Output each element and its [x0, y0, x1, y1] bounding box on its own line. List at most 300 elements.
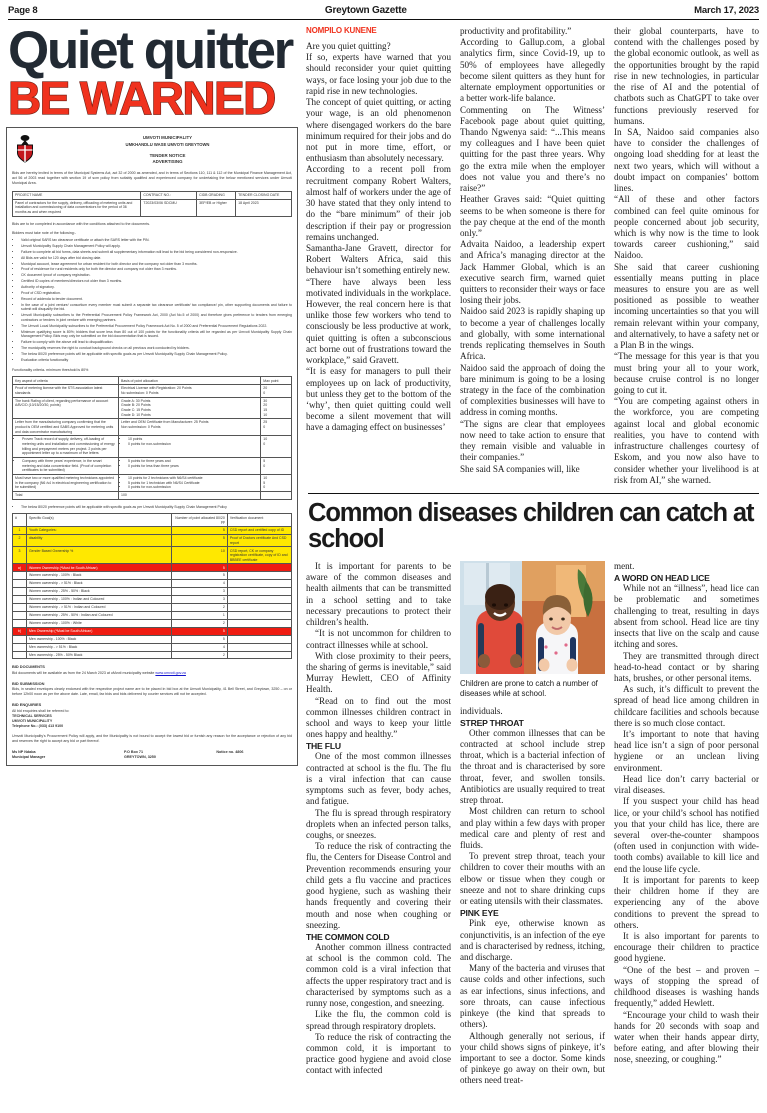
- max-point-line: 10: [263, 437, 268, 442]
- requirement-item: • All Bids are valid for 120 days after bid closing date.: [21, 256, 292, 261]
- basis-line: No submission: 0 Points: [121, 390, 159, 395]
- story2-pinkeye-body: [460, 918, 605, 1086]
- requirement-item: • Evaluation criteria functionality: [21, 358, 292, 363]
- criteria-aspect-cell: Proof of metering license with the STS association latest standards: [13, 385, 119, 397]
- pref-goal-cell: Women ownership - 100% : Black: [26, 572, 171, 580]
- table-total-row: [13, 491, 292, 499]
- criteria-aspect-cell: The bank Rating of client, regarding performance of account A/B/C/D (10/15/20/30, points): [13, 397, 119, 419]
- pref-verification-cell: [227, 643, 291, 651]
- pref-goal-cell: Men ownership - > 51% : Black: [26, 643, 171, 651]
- paragraph: “It is easy for managers to pull their employees up on lack of productivity, but unless they get to the bottom of the ‘why’, then quiet quitting could well become a silent movement that will have a damaging effect on businesses’: [306, 366, 451, 433]
- notice-municipality: UMVOTI MUNICIPALITY: [142, 134, 193, 140]
- td-cidb-grading: 3EP/EB or Higher: [197, 199, 236, 216]
- max-point-line: 0: [263, 442, 266, 447]
- paragraph: “The message for this year is that you must bring your all to your work, because cruise control is no longer going to cut it.: [614, 351, 759, 395]
- pref-verification-cell: CSD report, CK or company registration certificate, copy of ID and BBBEE certificate: [227, 547, 291, 564]
- table-row: [13, 397, 292, 419]
- pref-goal-cell: Men ownership - 25% - 50% Black: [26, 651, 171, 659]
- requirement-item: • Failure to complete all bid forms, data sheets and submit all supplementary information will lead to the bid being considered non-responsive.: [21, 250, 292, 255]
- pref-goal-cell: Youth Categories:: [26, 526, 171, 534]
- basis-bullet: • 0 points for less than three years: [128, 464, 258, 469]
- pref-goal-cell: Women Ownership (*Must be South African): [26, 564, 171, 572]
- headline-line2: BE WARNED: [8, 71, 275, 124]
- paragraph: “Encourage your child to wash their hands for 20 seconds with soap and water when their hands appear dirty, before eating, and after blowing their nose, sneezing, or coughing.”: [614, 1009, 759, 1065]
- signoff-officer: [12, 750, 124, 760]
- notice-signoff: [12, 750, 292, 760]
- story1-col2-lead: productivity and profitability.”: [460, 26, 572, 36]
- paragraph: “There have always been less motivated individuals in the workplace. However, the real concern here is that unlike those few workers who tend to consciously be less productive at work, quiet quitting is often a subconscious act borne out of frustrations toward the workplace,” said Gravett.: [306, 276, 451, 366]
- pref-index-cell: [13, 635, 27, 643]
- pref-points-cell: 5: [172, 564, 228, 572]
- criteria-basis-cell: [119, 385, 261, 397]
- table-row: [13, 526, 292, 534]
- pref-index-cell: 3: [13, 547, 27, 564]
- max-point-line: 20: [263, 386, 268, 391]
- criteria-aspect-cell: [13, 457, 119, 474]
- article-photo: [460, 561, 605, 674]
- table-row: [13, 547, 292, 564]
- paragraph: According to a recent poll from recruitment company Robert Walters, almost half of workers under the age of 30 have stated that they only intend to do the “bare minimum” of their job description if their pay or progression remains unchanged.: [306, 164, 451, 242]
- basis-line: Electrical License with Registration: 20 Points: [121, 386, 192, 391]
- basis-line: Letter and OEM Certificate from Manufacturer: 25 Points: [121, 420, 209, 425]
- paragraph: Pink eye, otherwise known as conjunctivitis, is an infection of the eye and is characterised by redness, itching, and discharge.: [460, 918, 605, 962]
- pref-points-cell: 10: [172, 547, 228, 564]
- criteria-aspect-cell: Letter from the manufacturing company confirming that the product is OEM certified and SABS Approved for metering units and data concentrator manufacturing: [13, 419, 119, 436]
- basis-line: Grade A: 30 Points: [121, 398, 151, 403]
- procurement-policy-text: Umvoti Municipality’s Procurement Policy will apply, and the Municipality is not bound to accept the lowest bid or furnish any reason for the acceptance or rejection of any bid and reserves the right to accept any bid or part thereof.: [12, 734, 292, 744]
- pref-points-cell: 3: [172, 588, 228, 596]
- page-grid: [6, 21, 761, 1087]
- pref-index-cell: [13, 611, 27, 619]
- pref-goal-cell: Gender Based Ownership %: [26, 547, 171, 564]
- requirement-item: • Valid original SARS tax clearance certificate or attach the SARS letter with the PIN.: [21, 238, 292, 243]
- pref-verification-cell: [227, 588, 291, 596]
- pref-points-cell: 5: [172, 526, 228, 534]
- pref-index-cell: a): [13, 564, 27, 572]
- story2-col3-lead: ment.: [614, 560, 635, 571]
- criteria-basis-cell: [119, 436, 261, 458]
- paragraph: Naidoo said 2023 is rapidly shaping up to become a year of challenges locally and globally, with some international trends replicating themselves in South Africa.: [460, 306, 605, 362]
- paragraph: While not an “illness”, head lice can be problematic and sometimes challenging to treat, resulting in days absent from school. Head lice are tiny insects that live on the scalp and cause itching and sores.: [614, 583, 759, 650]
- story-common-diseases: [306, 561, 761, 1087]
- max-point-line: 20: [263, 403, 268, 408]
- paragraph: Naidoo said the approach of doing the bare minimum is going to be a losing strategy in the face of the combination of complexities businesses will have to address in coming months.: [460, 362, 605, 418]
- paragraph: Samantha-Jane Gravett, director for Robert Walters Africa, said this behaviour isn’t something entirely new.: [306, 242, 451, 276]
- table-row: [13, 385, 292, 397]
- paragraph: The concept of quiet quitting, or acting your wage, is an old phenomenon where disengaged workers do the bare minimum required for their jobs and do not put in more time, effort, or enthusiasm than absolutely necessary.: [306, 97, 451, 164]
- paragraph: Most children can return to school and play within a few days with proper medical care and plenty of rest and fluids.: [460, 806, 605, 850]
- pref-index-cell: [13, 651, 27, 659]
- table-row: [13, 643, 292, 651]
- table-row: [13, 596, 292, 604]
- headline-line1: Quiet quitter: [8, 21, 292, 80]
- criteria-max-points-cell: [261, 385, 292, 397]
- pref-verification-cell: [227, 580, 291, 588]
- paragraph: She said that career cushioning essentially means putting in place measures to ensure you are as well positioned as possible to weather incoming uncertainties so that you will remain relevant within your company, and alternatively, to have a safety net or a Plan B in the wings.: [614, 261, 759, 351]
- requirement-item: • Certified ID copies of members/directors not older than 3 months.: [21, 279, 292, 284]
- total-max: [261, 491, 292, 499]
- paragraph: Like the flu, the common cold is spread through respiratory droplets.: [306, 1009, 451, 1031]
- max-point-line: 5: [263, 480, 266, 485]
- completion-note: Bids are to be completed in accordance with the conditions attached to the documents.: [12, 221, 151, 226]
- municipality-website-link[interactable]: www.umvoti.gov.za: [155, 670, 186, 675]
- basis-bullet: • 0 points for non-submission: [128, 485, 258, 490]
- requirement-item: • Proof of CSD registration.: [21, 291, 292, 296]
- masthead-divider: [8, 19, 759, 20]
- notice-header: [12, 132, 292, 166]
- max-point-line: 25: [263, 420, 268, 425]
- pref-goal-cell: Women ownership - 25% - 50% : Indian and Coloured: [26, 611, 171, 619]
- criteria-max-points-cell: [261, 457, 292, 474]
- paragraph: Many of the bacteria and viruses that cause colds and other infections, such as ear infections, sinus infections, and sore throats, can cause infectious pinkeye (the kind that spreads to others).: [460, 963, 605, 1030]
- story-divider: [308, 493, 759, 494]
- right-section: [306, 26, 761, 1087]
- basis-line: Non submission: 0 Points: [121, 425, 161, 429]
- pref-index-cell: 2: [13, 534, 27, 546]
- story2-flu-body: [306, 751, 451, 931]
- max-point-line: 0: [263, 390, 266, 395]
- subhead-head-lice: A WORD ON HEAD LICE: [614, 573, 710, 584]
- notice-intro: Bids are hereby invited in terms of the Municipal Systems Act, act 32 of 2000 as amended, and in terms of Sections 110, 111 & 112 of the Municipal Finance Management Act, act 56 of 2003 read together with section 19 of scm policy from suitably qualified and experienced company for undertaking the below mentioned services under Umvoti Municipal Area.: [12, 171, 292, 186]
- aspect-bullet: • Proven Track record of supply, delivery, off-loading of metering units and installation and commissioning of energy billing and prepayment meters per project. 2 points per appointment letter up to a maximum of five letters: [22, 437, 116, 455]
- paragraph: If you suspect your child has head lice, or your child’s school has notified you that your child has lice, there are several over-the-counter shampoos (often used in conjunction with wide-tooth combs) available to kill lice and end the louse life cycle.: [614, 796, 759, 874]
- max-point-line: 5: [263, 459, 266, 464]
- story2-lice-body: [614, 583, 759, 1065]
- preference-points-table: [12, 513, 292, 659]
- basis-bullet: • 10 points for 2 technicians with N6/S4 certificate: [128, 476, 258, 481]
- bid-enquiries-section: [12, 702, 292, 729]
- pref-index-cell: [13, 603, 27, 611]
- paragraph: “All of these and other factors combined can feel quite ominous for people concerned about job security, which is why now is the time to look towards career cushioning,” said Naidoo.: [614, 194, 759, 261]
- pref-verification-cell: [227, 619, 291, 627]
- table-row: [13, 619, 292, 627]
- pref-index-cell: [13, 580, 27, 588]
- table-row: [13, 534, 292, 546]
- requirement-item: • CK document /proof of company registration.: [21, 273, 292, 278]
- requirement-item: • Authority of signatory.: [21, 285, 292, 290]
- project-table: [12, 191, 292, 217]
- story2-headline: Common diseases children can catch at school: [308, 498, 754, 553]
- table-row: [13, 419, 292, 436]
- requirement-item: • Umvoti Municipality subscribes to the Preferential Procurement Policy Framework Act, 2000 (Act No.5 of 2000) and therefore gives preference to tenders from emerging contractors or tenders in joint venture with emerging partners.: [21, 313, 292, 322]
- notice-title: [43, 132, 292, 166]
- story2-column-2: [460, 561, 605, 1087]
- story2-column-1: [306, 561, 451, 1087]
- story2-col1-body: [306, 561, 451, 741]
- table-row: [13, 588, 292, 596]
- signoff-name: Ms NP Ndaba: [12, 750, 36, 755]
- paragraph: As such, it’s difficult to prevent the spread of head lice among children in childcare facilities and schools because there is so much close contact.: [614, 684, 759, 728]
- publication-date: March 17, 2023: [694, 5, 759, 16]
- table-row: [13, 635, 292, 643]
- pref-header-cell: Number of point allocated 80/20 pp: [172, 514, 228, 526]
- publication-title: Greytown Gazette: [324, 5, 407, 16]
- table-header-row: [13, 377, 292, 385]
- paragraph: Heather Graves said: “Quiet quitting seems to be when someone is there for the pay cheque at the end of the month only.”: [460, 194, 605, 238]
- paragraph: It is also important for parents to encourage their children to practice good hygiene.: [614, 930, 759, 964]
- pref-points-cell: 3: [172, 596, 228, 604]
- max-point-line: 30: [263, 398, 268, 403]
- table-row: [13, 457, 292, 474]
- basis-line: Grade D: 10 Points: [121, 412, 151, 417]
- procurement-policy-section: [12, 734, 292, 744]
- tender-notice-advert: [6, 127, 298, 766]
- bid-submission-section: [12, 681, 292, 698]
- pref-points-cell: 1: [172, 611, 228, 619]
- th-project-name: PROJECT NAME: [13, 191, 141, 199]
- th-cidb-grading: CIDB GRADING: [197, 191, 236, 199]
- paragraph: She said SA companies will, like: [460, 463, 580, 474]
- criteria-max-points-cell: [261, 419, 292, 436]
- pref-goal-cell: disability: [26, 534, 171, 546]
- pref-goal-cell: Women ownership - 100% : Indian and Coloured: [26, 596, 171, 604]
- paragraph: They are transmitted through direct head-to-head contact or by sharing hats, brushes, or other personal items.: [614, 650, 759, 683]
- functionality-note: Functionality criteria- minimum threshold is 80%: [12, 367, 89, 372]
- criteria-basis-cell: [119, 397, 261, 419]
- preference-points-note: • The below 80/20 preference points will be applicable with specific goals as per Umvoti Municipality Supply Chain Management Policy: [21, 505, 292, 510]
- criteria-basis-cell: [119, 457, 261, 474]
- max-point-line: 10: [263, 412, 268, 417]
- criteria-max-points-cell: [261, 474, 292, 491]
- total-value: 100: [119, 491, 261, 499]
- table-header-row: [13, 514, 292, 526]
- pref-points-cell: 2: [172, 603, 228, 611]
- signoff-notice-number: [216, 750, 292, 760]
- pref-verification-cell: [227, 627, 291, 635]
- pref-index-cell: [13, 588, 27, 596]
- requirement-item: • Umvoti Municipality Supply Chain Management Policy will apply.: [21, 244, 292, 249]
- paragraph: Advaita Naidoo, a leadership expert and Africa’s managing director at the Jack Hammer Global, which is an executive search firm, warned quiet quitters to reconsider their ways or face losing their jobs.: [460, 239, 605, 306]
- table-header-row: [13, 191, 292, 199]
- story-quiet-quitter: [306, 26, 761, 486]
- pref-goal-cell: Women ownership - > 51% : Black: [26, 580, 171, 588]
- requirement-item: • In the case of a joint venture/ consortium every member must submit a separate tax clearance certificate/ tax compliance/ pin, other supporting documents and failure to submit will disqualify the bid.: [21, 303, 292, 312]
- table-row: [13, 564, 292, 572]
- preference-points-note-list: [12, 505, 292, 510]
- paragraph: “It is not uncommon for children to contract illnesses while at school.: [306, 628, 451, 650]
- requirement-item: • Minimum qualifying score is 80%; bidders that score less than 80 out of 100 points for the functionality criteria will be regarded as per Umvoti Municipality Supply Chain Management Policy. Bids may only be submitted on the bid documentation that is issued.: [21, 330, 292, 339]
- photo-caption: Children are prone to catch a number of diseases while at school.: [460, 678, 598, 698]
- story2-col2-lead: individuals.: [460, 705, 503, 716]
- pref-goal-cell: Women ownership - 100% : White: [26, 619, 171, 627]
- table-row: [13, 627, 292, 635]
- bid-enquiries-dept: TECHNICAL SERVICES: [12, 713, 52, 718]
- pref-verification-cell: [227, 603, 291, 611]
- requirement-item: • The municipality reserves the right to conduct background checks on all previous work conducted by bidders.: [21, 346, 292, 351]
- paragraph: Are you quiet quitting?: [306, 41, 391, 51]
- paragraph: It’s important to note that having head lice isn’t a sign of poor personal hygiene or an unclean living environment.: [614, 729, 759, 773]
- requirement-item: • Municipal account, lease agreement for urban resident for both director and the company not older than 3 months.: [21, 262, 292, 267]
- criteria-aspect-cell: [13, 436, 119, 458]
- pref-index-cell: [13, 596, 27, 604]
- td-project-name: Panel of contractors for the supply, delivery, offloading of metering units and installation and commissioning of data concentrators for the period of 36 months as and when required: [13, 199, 141, 216]
- max-point-line: 0: [263, 485, 266, 490]
- basis-bullet: • 5 points for three years and: [128, 459, 258, 464]
- paragraph: To prevent strep throat, teach your children to cover their mouths with an elbow or tissue when they cough or sneeze and not to share drinking cups or eating utensils with their classmates.: [460, 851, 605, 907]
- pref-index-cell: 1: [13, 526, 27, 534]
- th-contract-no: CONTRACT NO.:: [141, 191, 197, 199]
- td-contract-no: T2023/03/06 SDCMU: [141, 199, 197, 216]
- story1-column-2: [460, 26, 605, 486]
- table-row: [13, 474, 292, 491]
- pref-goal-cell: Women ownership - 25% - 50% : Black: [26, 588, 171, 596]
- bid-documents-section: [12, 664, 292, 676]
- pref-goal-cell: Men Ownership (*Must be South African): [26, 627, 171, 635]
- func-header-cell: Max point: [261, 377, 292, 385]
- bid-submission-heading: BID SUBMISSION: [12, 680, 45, 686]
- paragraph: To reduce the risk of contracting the flu, the Centers for Disease Control and Prevention recommends ensuring your child gets a flu vaccine and practices good hygiene, such as washing their hands frequently and covering their mouth and nose when coughing or sneezing.: [306, 841, 451, 930]
- td-closing-date: 18 April 2023: [236, 199, 292, 216]
- paragraph: “You are competing against others in the workforce, you are competing against local and global economic realities, you have to contend with infrastructure challenges courtesy of Eskom, and you now also have to consider whether your livelihood is at risk from AI,” she warned.: [614, 396, 759, 485]
- pref-points-cell: 2: [172, 651, 228, 659]
- bid-documents-heading: BID DOCUMENTS: [12, 664, 45, 670]
- subhead-common-cold: THE COMMON COLD: [306, 931, 390, 942]
- subhead-the-flu: THE FLU: [306, 741, 341, 752]
- criteria-max-points-cell: [261, 436, 292, 458]
- masthead: [6, 0, 761, 19]
- basis-bullet: • 0 points for non-submission: [128, 442, 258, 447]
- pref-points-cell: 2: [172, 619, 228, 627]
- pref-points-cell: 5: [172, 635, 228, 643]
- pref-index-cell: [13, 572, 27, 580]
- table-row: [13, 603, 292, 611]
- table-row: [13, 572, 292, 580]
- pref-verification-cell: [227, 651, 291, 659]
- paragraph: Another common illness contracted at school is the common cold. The common cold is a viral infection that affects the upper respiratory tract and is characterised by symptoms such as a runny nose, congestion, and sneezing.: [306, 941, 451, 1009]
- max-point-line: 10: [263, 476, 268, 481]
- bid-enquiries-muni: UMVOTI MUNICIPALITY: [12, 718, 53, 723]
- pref-header-cell: #: [13, 514, 27, 526]
- subhead-strep-throat: STREP THROAT: [460, 717, 524, 728]
- signoff-town: GREYTOWN, 3250: [124, 754, 156, 759]
- story1-col2-body: [460, 37, 605, 475]
- pref-points-cell: 4: [172, 580, 228, 588]
- paragraph: Although generally not serious, if your child shows signs of pinkeye, it’s important to see a doctor. Some kinds of pinkeye go away on their own, but others need treat-: [460, 1030, 605, 1086]
- table-row: [13, 651, 292, 659]
- pref-verification-cell: [227, 611, 291, 619]
- pref-verification-cell: Proof of Doctors certificate And CSD report: [227, 534, 291, 546]
- total-label: Total: [13, 491, 119, 499]
- bid-enquiries-text: All bid enquiries shall be referred to:: [12, 708, 70, 713]
- subhead-pink-eye: PINK EYE: [460, 908, 499, 919]
- functionality-criteria-table: [12, 376, 292, 499]
- pref-index-cell: b): [13, 627, 27, 635]
- pref-points-cell: 5: [172, 627, 228, 635]
- paragraph: It is important for parents to keep their children home if they are experiencing any of the above conditions to prevent the spread to others.: [614, 874, 759, 930]
- th-closing-date: TENDER CLOSING DATE: [236, 191, 292, 199]
- signoff-address: [124, 750, 216, 760]
- headline-block: [6, 21, 298, 124]
- paragraph: “Read on to find out the most common illnesses children contract in school and ways to keep your little ones happy and healthy.”: [306, 695, 451, 740]
- pref-points-cell: 4: [172, 643, 228, 651]
- pref-header-cell: Specific Goal(s): [26, 514, 171, 526]
- story2-column-3: [614, 561, 759, 1087]
- criteria-basis-cell: [119, 474, 261, 491]
- story1-col1-body: [306, 41, 451, 434]
- paragraph: Head lice don’t carry bacterial or viral diseases.: [614, 773, 759, 796]
- bid-documents-text: Bid documents will be available as from the 24 March 2023 at uMvoti municipality website: [12, 670, 156, 675]
- pref-verification-cell: [227, 596, 291, 604]
- pref-verification-cell: [227, 635, 291, 643]
- pref-points-cell: 5: [172, 534, 228, 546]
- paragraph: In SA, Naidoo said companies also have to consider the challenges of ongoing load shedding for at least the next two years, which will without a doubt impact on companies’ bottom lines.: [614, 126, 759, 194]
- pref-header-cell: Verification document: [227, 514, 291, 526]
- basis-bullet: • 10 points: [128, 437, 258, 442]
- signoff-box: P.O Box 71: [124, 750, 143, 755]
- pref-goal-cell: Men ownership - 100% : Black: [26, 635, 171, 643]
- bidders-note: Bidders must take note of the following:-: [12, 231, 76, 236]
- bid-submission-text: Bids, in sealed envelopes clearly endorsed with the respective project name are to be placed in bid box at the Umvoti Municipality, 41 Bell Street, and Greytown, 3250 – on or before 12h00 noon as per the above date. Late, email, fax bids and bids delivered by courier services will not be accepted.: [12, 687, 292, 697]
- story1-column-3: [614, 26, 759, 486]
- left-column: [6, 21, 298, 1087]
- story2-strep-body: [460, 728, 605, 908]
- paragraph: With close proximity to their peers, the sharing of germs is inevitable,” said Murray Hewlett, CEO of Affinity Health.: [306, 650, 451, 695]
- pref-verification-cell: CSD report and certified copy of ID: [227, 526, 291, 534]
- pref-points-cell: 5: [172, 572, 228, 580]
- notice-number: Notice no. 4806: [216, 750, 244, 755]
- basis-line: Grade B: 20 Points: [121, 403, 151, 408]
- paragraph: One of the most common illnesses contracted at school is the flu. The flu is a viral infection that can cause symptoms such as fever, body aches, and fatigue.: [306, 751, 451, 807]
- paragraph: their global counterparts, have to contend with the challenges posed by the global economic outlook, as well as the opportunities brought by the rapid rise in new technologies, in particular the rise of AI and the potential of chatbots such as ChatGPT to take over functions previously reserved for humans.: [614, 26, 759, 126]
- pref-index-cell: [13, 643, 27, 651]
- byline: NOMPILO KUNENE: [306, 26, 377, 35]
- requirement-item: • Record of addenda to tender document.: [21, 297, 292, 302]
- municipal-crest-icon: [12, 132, 38, 164]
- page-number: Page 8: [8, 5, 38, 16]
- bidder-requirements-list: [12, 238, 292, 363]
- story2-cold-body: [306, 942, 451, 1077]
- pref-index-cell: [13, 619, 27, 627]
- aspect-bullet: • Company with three years' experience, in the smart metering and data concentrator field. (Proof of completion certificates to be submitted): [22, 459, 116, 473]
- story1-column-1: [306, 26, 451, 486]
- max-point-line: 0: [263, 463, 266, 468]
- notice-heading-line1: TENDER NOTICE: [149, 152, 186, 158]
- pref-verification-cell: [227, 564, 291, 572]
- func-header-cell: Basis of point allocation: [119, 377, 261, 385]
- basis-bullet: • 5 points for 1 technician with N6/S4 Certificate: [128, 481, 258, 486]
- bid-enquiries-heading: BID ENQUIRIES: [12, 702, 42, 708]
- table-row: [13, 611, 292, 619]
- table-row: [13, 580, 292, 588]
- basis-line: Grade C: 15 Points: [121, 407, 151, 412]
- requirement-item: • Failure to comply with the above will lead to disqualification.: [21, 340, 292, 345]
- requirement-item: • The below 80/20 preference points will be applicable with specific goals as per Umvoti Municipality Supply Chain Management Policy.: [21, 352, 292, 357]
- paragraph: To reduce the risk of contracting the common cold, it is important to practice good hygiene and avoid close contact with infected: [306, 1031, 451, 1076]
- func-header-cell: Key aspect of criteria: [13, 377, 119, 385]
- paragraph: It is important for parents to be aware of the common diseases and health ailments that can be transmitted in a school setting and to take necessary precautions to protect their children’s health.: [306, 560, 451, 628]
- bid-enquiries-tel: Telephone No.: (033) 413 9100: [12, 724, 64, 729]
- criteria-max-points-cell: [261, 397, 292, 419]
- max-point-line: 15: [263, 407, 268, 412]
- paragraph: According to Gallup.com, a global analytics firm, since Covid-19, up to 50% of employees have allegedly become silent quitters as they hunt for alternate employment opportunities or a better work-life balance.: [460, 37, 605, 104]
- pref-goal-cell: Women ownership - > 51% : Indian and Coloured: [26, 603, 171, 611]
- requirement-item: • The Umvoti Local Municipality subscribes to the Preferential Procurement Policy Framework Act No. 5 of 2000 and Preferential Procurement Regulations 2022.: [21, 324, 292, 329]
- notice-heading-line2: ADVERTISING: [152, 159, 183, 165]
- table-row: [13, 436, 292, 458]
- signoff-role: Municipal Manager: [12, 754, 46, 759]
- paragraph: Other common illnesses that can be contracted at school include strep throat, which is a bacterial infection of the throat and is characterised by sore throat, fever, and swollen tonsils. Antibiotics are usually required to treat strep throat.: [460, 727, 605, 806]
- pref-verification-cell: [227, 572, 291, 580]
- notice-municipality-zulu: UMKHANDLU WASE UMVOTI GREYTOWN: [125, 141, 210, 147]
- requirement-item: • Proof of residence for rural residents only for both the director and company not older than 3 months.: [21, 267, 292, 272]
- criteria-aspect-cell: Must have two or more qualified metering technicians appointed in the company (N6 /s4 in electrical engineering certification to be submitted): [13, 474, 119, 491]
- story1-col3-body: [614, 26, 759, 486]
- criteria-basis-cell: [119, 419, 261, 436]
- paragraph: Commenting on The Witness’ Facebook page about quiet quitting, Thando Ngwenya said: “...This means my colleagues and I have been quiet quitting for the past three years. Why go the extra mile when the employer does not value you and there’s no raise?”: [460, 104, 605, 194]
- paragraph: If so, experts have warned that you should reconsider your quiet quitting ways, or face losing your job due to the rapid rise in new technologies.: [306, 52, 451, 96]
- max-point-line: 0: [263, 425, 266, 429]
- paragraph: “One of the best – and proven – ways of stopping the spread of childhood diseases is washing hands frequently,” added Hewlett.: [614, 964, 759, 1009]
